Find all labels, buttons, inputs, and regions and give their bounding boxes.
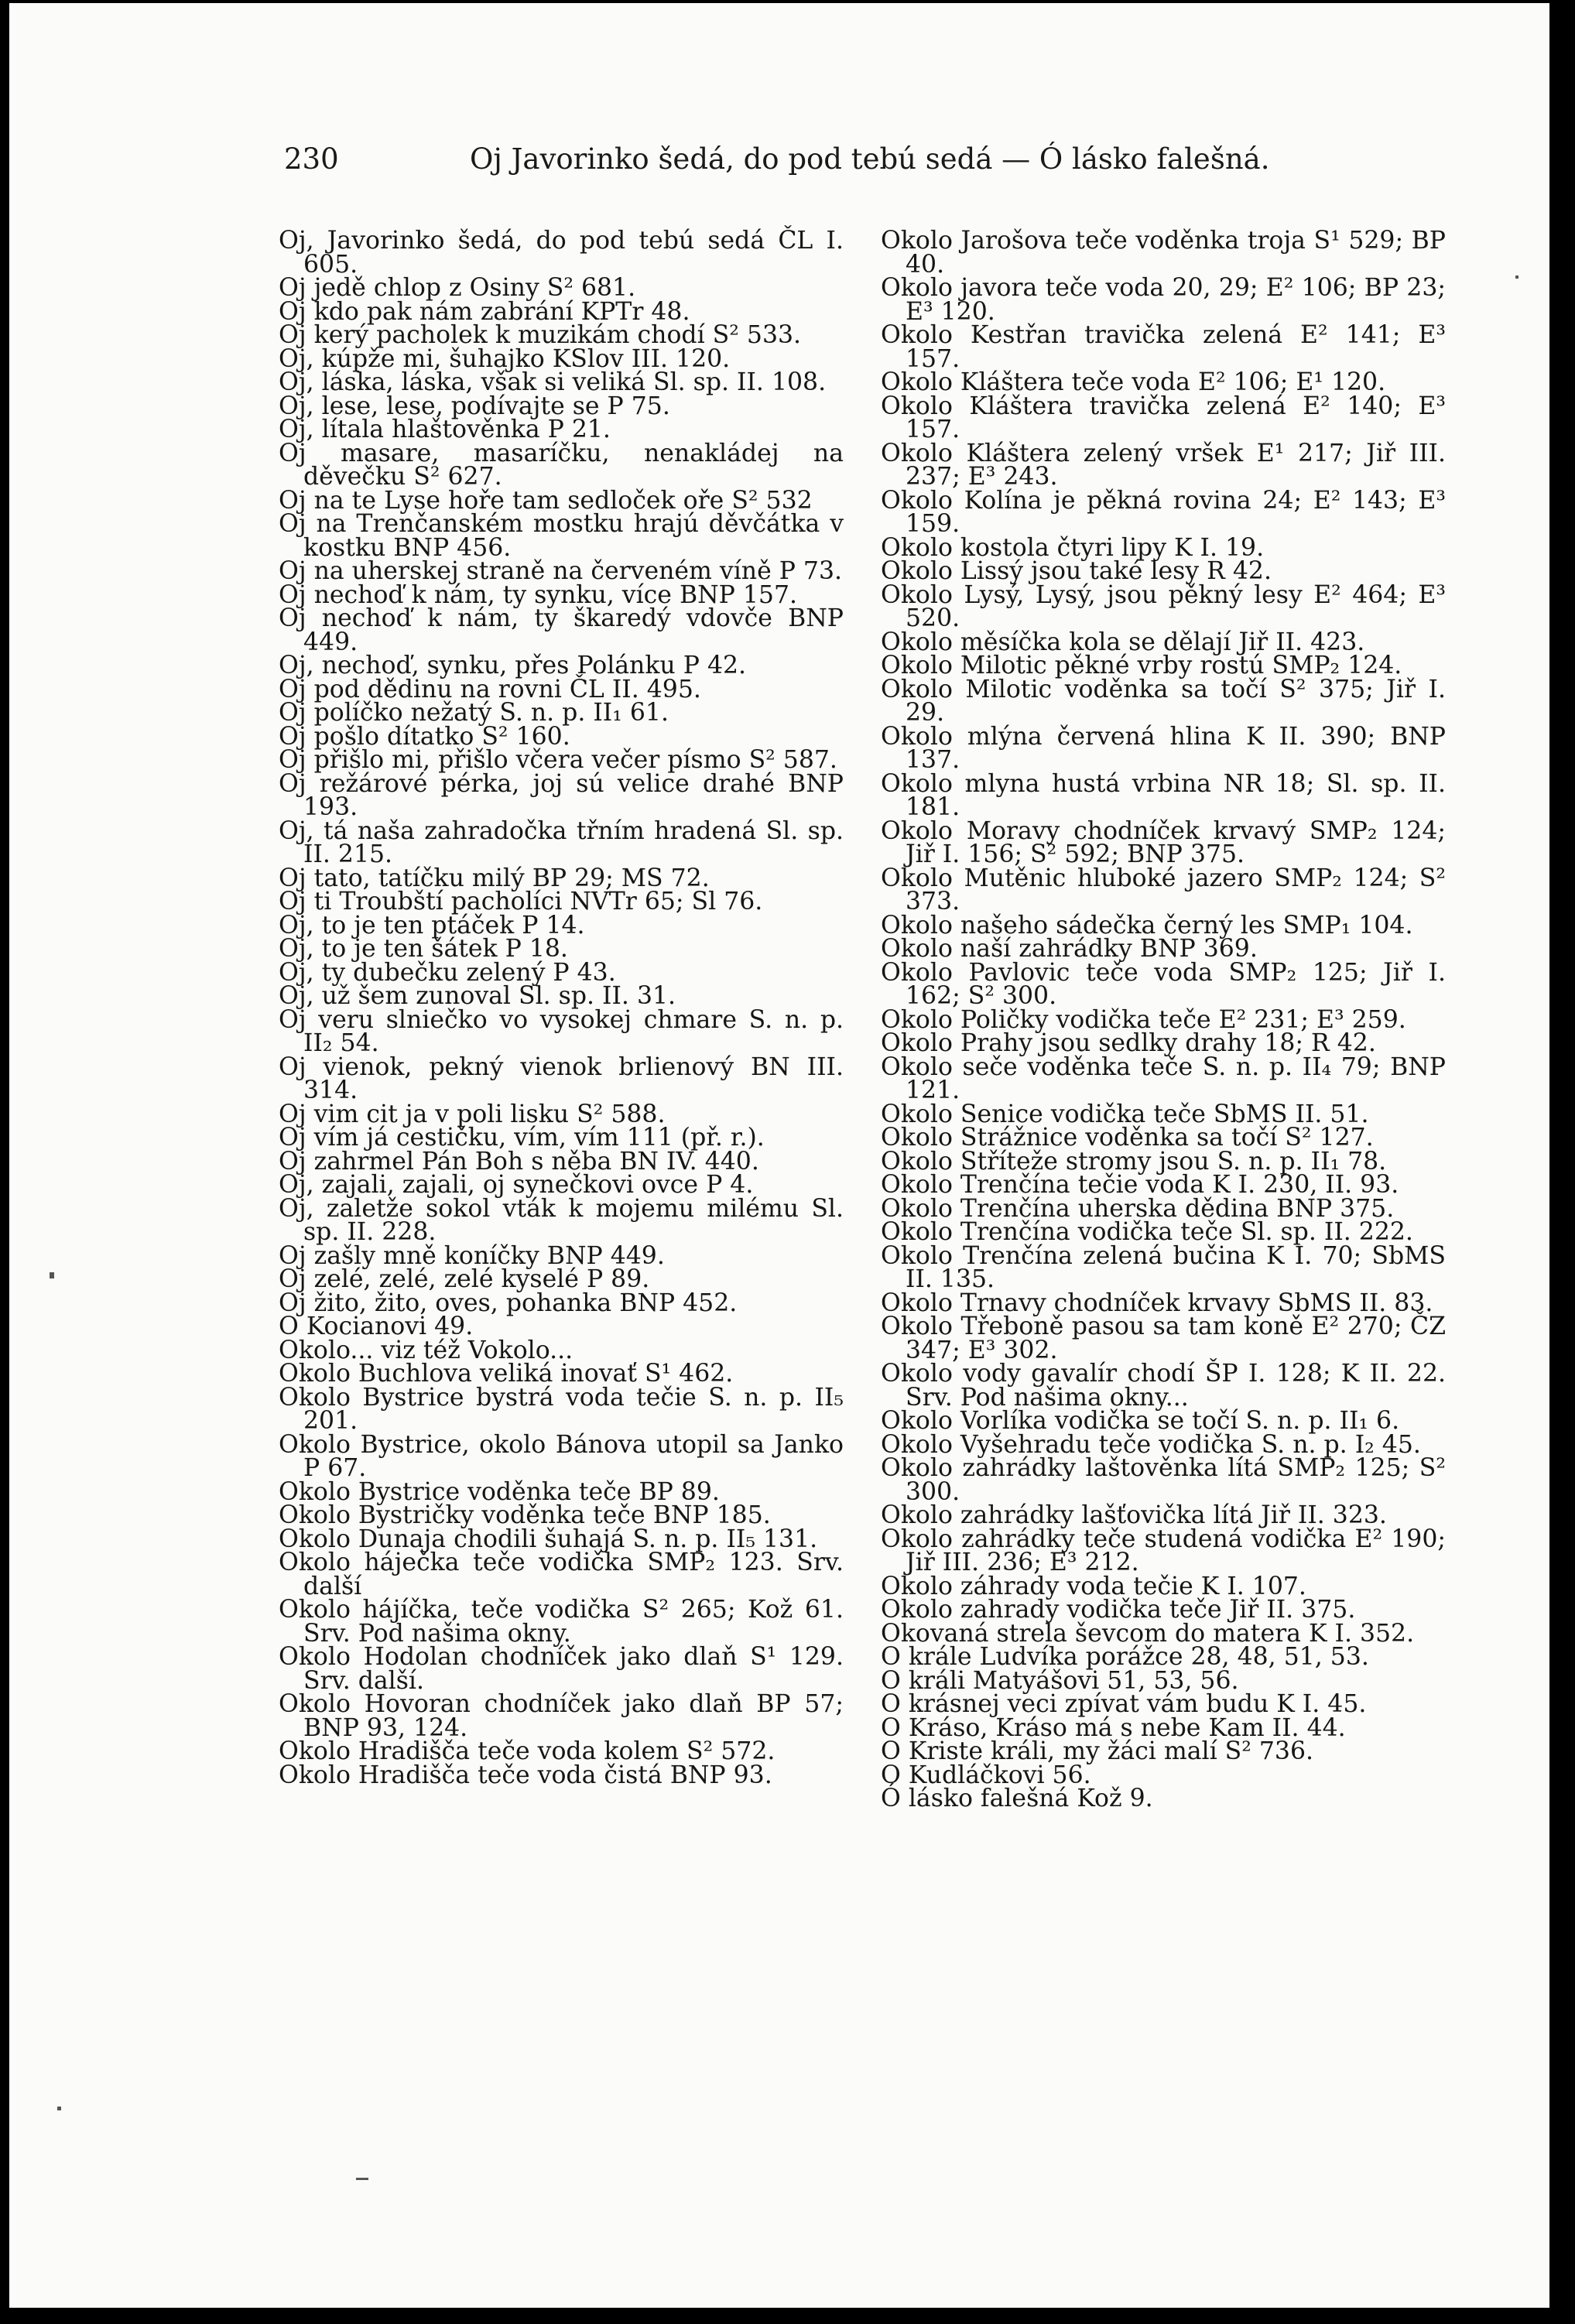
index-entry: Okolo Trenčína tečie voda K I. 230, II. 93. bbox=[881, 1171, 1399, 1199]
index-entry: Okolo naší zahrádky BNP 369. bbox=[881, 935, 1258, 963]
scan-speck bbox=[57, 2107, 61, 2110]
index-entry: Oj zašly mně koníčky BNP 449. bbox=[279, 1241, 665, 1270]
index-entry: Oj režárové pérka, joj sú velice drahé BNP 193. bbox=[279, 769, 844, 821]
index-entry: Okolo vody gavalír chodí ŠP I. 128; K II. 22. Srv. Pod našima okny... bbox=[881, 1360, 1446, 1412]
index-entry: Okolo Prahy jsou sedlky drahy 18; R 42. bbox=[881, 1029, 1376, 1057]
index-entry: Ó lásko falešná Kož 9. bbox=[881, 1785, 1153, 1812]
index-entry: Okolo Hradišča teče voda čistá BNP 93. bbox=[279, 1761, 772, 1789]
index-entry: Okolo Bystrice bystrá voda tečie S. n. p. II₅ 201. bbox=[279, 1383, 844, 1435]
index-entry: Okolo Hovoran chodníček jako dlaň BP 57; BNP 93, 124. bbox=[279, 1690, 844, 1742]
index-entry: Okolo zahrady vodička teče Jiř II. 375. bbox=[881, 1596, 1356, 1624]
index-entry: Oj vienok, pekný vienok brlienový BN III. 314. bbox=[279, 1052, 844, 1104]
index-entry: O Kocianovi 49. bbox=[279, 1313, 474, 1340]
index-entry: Oj ti Troubští pacholíci NVTr 65; Sl 76. bbox=[279, 888, 763, 916]
scan-speck bbox=[356, 2178, 368, 2180]
index-entry: Okolo Vyšehradu teče vodička S. n. p. I₂ 45. bbox=[881, 1430, 1421, 1459]
index-entry: Oj, lítala hlaštověnka P 21. bbox=[279, 416, 611, 443]
index-column-right bbox=[881, 229, 1446, 1811]
index-entry: Oj jedě chlop z Osiny S² 681. bbox=[279, 274, 636, 302]
index-entry: O Kriste králi, my žáci malí S² 736. bbox=[881, 1737, 1314, 1765]
index-entry: Okolo seče voděnka teče S. n. p. II₄ 79; BNP 121. bbox=[881, 1052, 1446, 1104]
index-entry: Oj, už šem zunoval Sl. sp. II. 31. bbox=[279, 982, 676, 1010]
index-entry: Oj, lese, lese, podívajte se P 75. bbox=[279, 392, 670, 420]
index-entry: Oj na te Lyse hoře tam sedloček oře S² 532 bbox=[279, 486, 813, 515]
index-entry: Oj, to je ten šátek P 18. bbox=[279, 935, 568, 963]
index-entry: Oj, zaletže sokol vták k mojemu milému Sl. sp. II. 228. bbox=[279, 1194, 844, 1246]
index-entry: O krásnej veci zpívat vám budu K I. 45. bbox=[881, 1690, 1367, 1718]
index-entry: Oj přišlo mi, přišlo včera večer písmo S² 587. bbox=[279, 746, 837, 774]
index-entry: Okolo hájíčka, teče vodička S² 265; Kož 61. Srv. Pod našima okny. bbox=[279, 1596, 844, 1648]
index-entry: Okolo Bystrice, okolo Bánova utopil sa Janko P 67. bbox=[279, 1430, 844, 1482]
index-entry: Okovaná strela ševcom do matera K I. 352. bbox=[881, 1619, 1415, 1648]
book-page bbox=[9, 3, 1549, 2308]
index-entry: Okolo Trenčína vodička teče Sl. sp. II. 222. bbox=[881, 1218, 1413, 1246]
index-entry: Okolo Senice vodička teče SbMS II. 51. bbox=[881, 1100, 1369, 1128]
index-entry: O Kudláčkovi 56. bbox=[881, 1761, 1091, 1789]
index-entry: Oj kerý pacholek k muzikám chodí S² 533. bbox=[279, 321, 802, 349]
index-entry: Oj pod dědinu na rovni ČL II. 495. bbox=[279, 675, 701, 703]
index-entry: Okolo háječka teče vodička SMP₂ 123. Srv. další bbox=[279, 1549, 844, 1600]
index-entry: Oj kdo pak nám zabrání KPTr 48. bbox=[279, 297, 690, 326]
index-entry: Okolo Bystrice voděnka teče BP 89. bbox=[279, 1477, 720, 1506]
index-entry: Okolo Lissý jsou také lesy R 42. bbox=[881, 557, 1272, 585]
index-entry: Okolo Vorlíka vodička se točí S. n. p. II₁ 6. bbox=[881, 1407, 1400, 1435]
index-entry: Okolo zahrádky teče studená vodička E² 190; Jiř III. 236; E³ 212. bbox=[881, 1525, 1446, 1576]
index-entry: Okolo mlyna hustá vrbina NR 18; Sl. sp. II. 181. bbox=[881, 769, 1446, 821]
index-entry: Oj, to je ten ptáček P 14. bbox=[279, 911, 585, 940]
index-entry: Okolo Strážnice voděnka sa točí S² 127. bbox=[881, 1124, 1374, 1152]
index-entry: Oj veru slniečko vo vysokej chmare S. n. p. II₂ 54. bbox=[279, 1005, 844, 1057]
index-entry: Oj na uherskej straně na červeném víně P 73. bbox=[279, 557, 843, 585]
scan-speck bbox=[1515, 276, 1519, 279]
index-entry: Okolo Milotic voděnka sa točí S² 375; Jiř I. 29. bbox=[881, 675, 1446, 727]
index-entry: O krále Ludvíka porážce 28, 48, 51, 53. bbox=[881, 1643, 1369, 1671]
index-entry: Okolo Kolína je pěkná rovina 24; E² 143; E³ 159. bbox=[881, 486, 1446, 538]
index-entry: Okolo Kláštera zelený vršek E¹ 217; Jiř III. 237; E³ 243. bbox=[881, 439, 1446, 491]
index-entry: Oj zahrmel Pán Boh s něba BN IV. 440. bbox=[279, 1147, 759, 1176]
index-entry: Okolo našeho sádečka černý les SMP₁ 104. bbox=[881, 911, 1413, 940]
index-entry: Oj zelé, zelé, zelé kyselé P 89. bbox=[279, 1265, 650, 1293]
index-entry: Okolo javora teče voda 20, 29; E² 106; BP 23; E³ 120. bbox=[881, 274, 1446, 326]
index-entry: Okolo Moravy chodníček krvavý SMP₂ 124; Jiř I. 156; S² 592; BNP 375. bbox=[881, 816, 1446, 868]
index-entry: Okolo Trenčína zelená bučina K I. 70; SbMS II. 135. bbox=[881, 1241, 1446, 1293]
index-entry: Oj masare, masaríčku, nenakládej na děvečku S² 627. bbox=[279, 439, 844, 491]
index-entry: Oj, zajali, zajali, oj synečkovi ovce P 4. bbox=[279, 1171, 754, 1199]
index-entry: Oj nechoď k nám, ty synku, více BNP 157. bbox=[279, 580, 798, 609]
index-entry: Okolo zahrádky laštověnka lítá SMP₂ 125; S² 300. bbox=[881, 1454, 1446, 1506]
index-entry: Okolo Kláštera travička zelená E² 140; E³ 157. bbox=[881, 392, 1446, 443]
index-entry: Okolo mlýna červená hlina K II. 390; BNP 137. bbox=[881, 722, 1446, 774]
index-entry: Okolo Jarošova teče voděnka troja S¹ 529; BP 40. bbox=[881, 227, 1446, 279]
index-entry: Okolo Lysý, Lysý, jsou pěkný lesy E² 464; E³ 520. bbox=[881, 580, 1446, 632]
running-title: Oj Javorinko šedá, do pod tebú sedá — Ó lásko falešná. bbox=[470, 142, 1270, 176]
index-entry: Okolo Bystričky voděnka teče BNP 185. bbox=[279, 1501, 771, 1529]
index-entry: O Kráso, Kráso má s nebe Kam II. 44. bbox=[881, 1713, 1346, 1742]
index-entry: Oj nechoď k nám, ty škaredý vdovče BNP 449. bbox=[279, 604, 844, 656]
index-entry: Okolo měsíčka kola se dělají Jiř II. 423. bbox=[881, 628, 1365, 656]
index-entry: Oj tato, tatíčku milý BP 29; MS 72. bbox=[279, 864, 710, 892]
index-entry: Okolo Poličky vodička teče E² 231; E³ 259. bbox=[881, 1005, 1406, 1034]
index-entry: Okolo Kestřan travička zelená E² 141; E³ 157. bbox=[881, 321, 1446, 373]
index-entry: Okolo Pavlovic teče voda SMP₂ 125; Jiř I. 162; S² 300. bbox=[881, 958, 1446, 1010]
index-entry: Oj na Trenčanském mostku hrajú děvčátka v kostku BNP 456. bbox=[279, 510, 844, 562]
index-entry: Okolo záhrady voda tečie K I. 107. bbox=[881, 1572, 1306, 1600]
index-entry: Oj, nechoď, synku, přes Polánku P 42. bbox=[279, 652, 747, 679]
index-entry: Okolo Trenčína uherska dědina BNP 375. bbox=[881, 1194, 1395, 1223]
index-entry: Okolo Kláštera teče voda E² 106; E¹ 120. bbox=[881, 368, 1386, 396]
page-header bbox=[284, 142, 1270, 189]
index-entry: Oj pošlo dítatko S² 160. bbox=[279, 722, 570, 751]
index-entry: Okolo Milotic pěkné vrby rostú SMP₂ 124. bbox=[881, 652, 1402, 679]
index-entry: Okolo... viz též Vokolo... bbox=[279, 1336, 574, 1364]
index-entry: Oj vím já cestičku, vím, vím 111 (př. r.). bbox=[279, 1124, 765, 1152]
index-entry: Okolo kostola čtyri lipy K I. 19. bbox=[881, 533, 1265, 562]
index-entry: Okolo Dunaja chodili šuhajá S. n. p. II₅ 131. bbox=[279, 1525, 818, 1553]
scan-speck bbox=[50, 1272, 54, 1278]
index-column-left bbox=[279, 229, 844, 1787]
index-entry: Oj, tá naša zahradočka třním hradená Sl. sp. II. 215. bbox=[279, 816, 844, 868]
index-entry: Oj políčko nežatý S. n. p. II₁ 61. bbox=[279, 699, 669, 727]
index-entry: Oj vim cit ja v poli lisku S² 588. bbox=[279, 1100, 666, 1128]
index-entry: Okolo Mutěnic hluboké jazero SMP₂ 124; S² 373. bbox=[881, 864, 1446, 916]
index-entry: O králi Matyášovi 51, 53, 56. bbox=[881, 1666, 1239, 1695]
index-entry: Okolo Stříteže stromy jsou S. n. p. II₁ 78. bbox=[881, 1147, 1387, 1176]
index-entry: Oj, ty dubečku zelený P 43. bbox=[279, 958, 616, 987]
index-entry: Oj žito, žito, oves, pohanka BNP 452. bbox=[279, 1289, 738, 1317]
index-entry: Okolo zahrádky lašťovička lítá Jiř II. 323. bbox=[881, 1501, 1387, 1529]
page-number: 230 bbox=[284, 142, 339, 176]
index-entry: Oj, láska, láska, však si veliká Sl. sp. II. 108. bbox=[279, 368, 827, 396]
index-entry: Okolo Třeboně pasou sa tam koně E² 270; ČZ 347; E³ 302. bbox=[881, 1313, 1446, 1364]
index-entry: Okolo Buchlova veliká inovať S¹ 462. bbox=[279, 1360, 734, 1388]
index-entry: Oj, Javorinko šedá, do pod tebú sedá ČL I. 605. bbox=[279, 227, 844, 279]
index-entry: Okolo Hradišča teče voda kolem S² 572. bbox=[279, 1737, 776, 1765]
index-entry: Oj, kúpže mi, šuhajko KSlov III. 120. bbox=[279, 344, 731, 373]
index-entry: Okolo Trnavy chodníček krvavy SbMS II. 83. bbox=[881, 1289, 1433, 1317]
index-entry: Okolo Hodolan chodníček jako dlaň S¹ 129. Srv. další. bbox=[279, 1643, 844, 1695]
